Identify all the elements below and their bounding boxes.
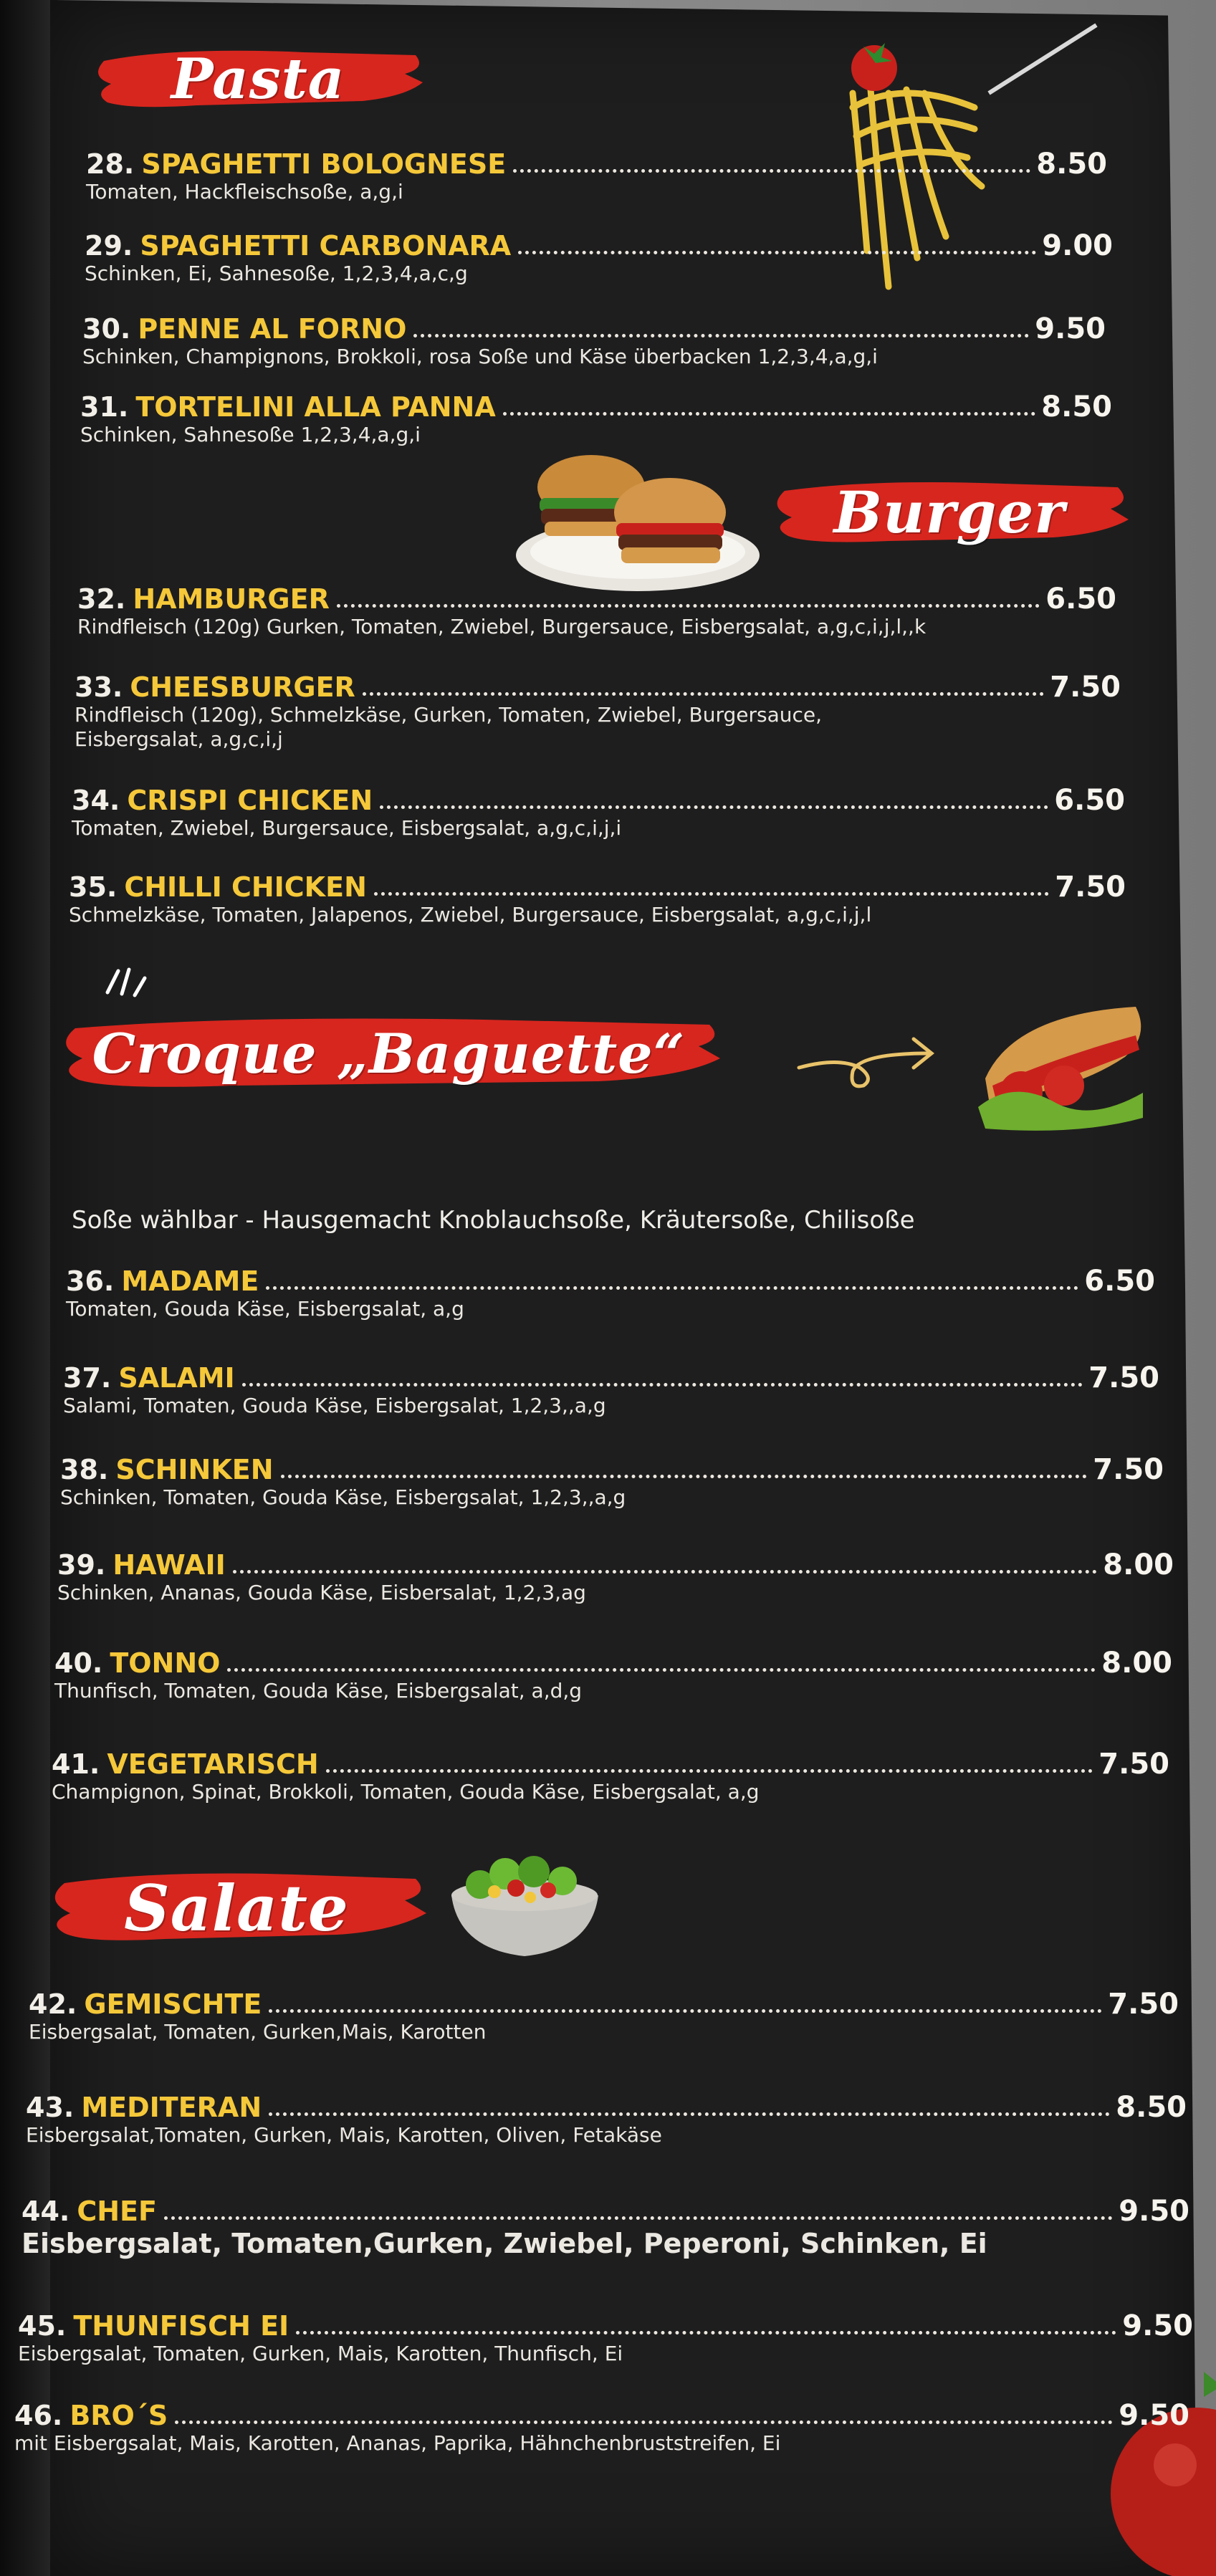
item-price: 8.00 [1101, 1647, 1172, 1680]
menu-item-32 [77, 584, 1116, 638]
leader-dots [281, 1475, 1088, 1478]
section-banner-burger [767, 473, 1132, 552]
item-price: 6.50 [1084, 1265, 1155, 1298]
item-number: 34. [72, 785, 120, 816]
item-number: 44. [21, 2196, 70, 2227]
leader-dots [518, 251, 1036, 254]
menu-item-39 [57, 1550, 1174, 1604]
item-description-line2: Eisbergsalat, a,g,c,i,j [75, 727, 283, 751]
burger-plate-image [512, 444, 763, 595]
leader-dots [413, 334, 1029, 337]
item-name: MEDITERAN [81, 2092, 262, 2123]
item-number: 29. [85, 230, 133, 262]
section-title-burger: Burger [833, 479, 1066, 546]
item-description: Schinken, Tomaten, Gouda Käse, Eisbergsalat, 1,2,3,,a,g [60, 1485, 626, 1509]
menu-item-28 [86, 149, 1107, 204]
item-description: Schinken, Sahnesoße 1,2,3,4,a,g,i [80, 423, 421, 446]
menu-item-29 [85, 231, 1113, 285]
tomato-image [1096, 2343, 1216, 2576]
item-number: 32. [77, 583, 126, 615]
item-name: CHEF [77, 2196, 157, 2227]
menu-item-37 [63, 1363, 1159, 1417]
item-name: TONNO [110, 1647, 221, 1679]
menu-item-36 [66, 1266, 1155, 1321]
item-description: Rindfleisch (120g) Gurken, Tomaten, Zwiebel, Burgersauce, Eisbergsalat, a,g,c,i,j,l,,k [77, 615, 927, 638]
menu-item-40 [54, 1648, 1172, 1703]
menu-item-42 [29, 1989, 1179, 2044]
item-price: 7.50 [1098, 1748, 1169, 1781]
leader-dots [227, 1668, 1096, 1672]
item-number: 46. [14, 2400, 63, 2431]
item-name: GEMISCHTE [84, 1988, 262, 2020]
menu-item-44 [21, 2196, 1189, 2259]
item-number: 35. [69, 871, 118, 903]
leader-dots [242, 1383, 1083, 1387]
menu-item-43 [26, 2092, 1187, 2147]
item-price: 8.50 [1036, 148, 1107, 181]
item-price: 9.50 [1119, 2195, 1189, 2228]
menu-item-34 [72, 785, 1125, 840]
sauce-note: Soße wählbar - Hausgemacht Knoblauchsoße, Kräutersoße, Chilisoße [72, 1206, 915, 1235]
item-price: 9.50 [1119, 2399, 1189, 2432]
item-number: 41. [52, 1748, 100, 1780]
item-description: Salami, Tomaten, Gouda Käse, Eisbergsalat, 1,2,3,,a,g [63, 1394, 606, 1417]
item-name: HAMBURGER [133, 583, 330, 615]
leader-dots [269, 2009, 1102, 2013]
leader-dots [503, 412, 1036, 416]
item-number: 39. [57, 1549, 106, 1581]
section-banner-croque [54, 1007, 724, 1100]
item-name: HAWAII [112, 1549, 226, 1581]
item-name: SCHINKEN [115, 1454, 274, 1485]
item-name: SALAMI [118, 1362, 235, 1394]
item-price: 7.50 [1108, 1988, 1179, 2021]
item-price: 8.50 [1041, 391, 1112, 423]
item-number: 33. [75, 671, 123, 703]
item-name: VEGETARISCH [107, 1748, 319, 1780]
section-title-croque: Croque „Baguette“ [92, 1021, 686, 1086]
item-name: MADAME [121, 1265, 259, 1297]
item-price: 7.50 [1050, 671, 1121, 704]
leader-dots [164, 2216, 1113, 2220]
item-name: BRO´S [70, 2400, 168, 2431]
item-price: 7.50 [1093, 1453, 1164, 1486]
item-description: Thunfisch, Tomaten, Gouda Käse, Eisbergsalat, a,d,g [54, 1679, 583, 1703]
section-title-pasta: Pasta [171, 46, 345, 112]
item-number: 45. [18, 2310, 67, 2342]
sparkle-doodle-icon [100, 964, 150, 1000]
item-number: 37. [63, 1362, 112, 1394]
leader-dots [266, 1286, 1078, 1290]
leader-dots [175, 2421, 1113, 2424]
item-price: 9.50 [1122, 2309, 1193, 2342]
item-price: 8.00 [1103, 1548, 1174, 1581]
item-name: CHEESBURGER [130, 671, 355, 703]
item-price: 7.50 [1088, 1361, 1159, 1394]
section-banner-salate [43, 1863, 430, 1953]
item-name: SPAGHETTI BOLOGNESE [141, 148, 507, 180]
item-name: SPAGHETTI CARBONARA [140, 230, 512, 262]
item-description: Eisbergsalat, Tomaten, Gurken,Mais, Karotten [29, 2020, 487, 2044]
sandwich-image [971, 992, 1157, 1136]
item-price: 7.50 [1055, 871, 1126, 904]
leader-dots [380, 805, 1048, 809]
menu-item-30 [82, 314, 1106, 368]
item-description: Schinken, Ananas, Gouda Käse, Eisbersalat, 1,2,3,ag [57, 1581, 586, 1604]
item-number: 40. [54, 1647, 103, 1679]
item-number: 28. [86, 148, 135, 180]
item-description: Eisbergsalat, Tomaten,Gurken, Zwiebel, Peperoni, Schinken, Ei [21, 2228, 987, 2259]
leader-dots [326, 1769, 1093, 1773]
item-price: 6.50 [1045, 583, 1116, 616]
leader-dots [337, 604, 1040, 608]
leader-dots [374, 892, 1049, 896]
item-number: 30. [82, 313, 131, 345]
item-number: 43. [26, 2092, 75, 2123]
item-description: Tomaten, Gouda Käse, Eisbergsalat, a,g [66, 1297, 464, 1321]
menu-item-31 [80, 392, 1112, 446]
section-banner-pasta [90, 39, 426, 118]
item-name: THUNFISCH EI [73, 2310, 289, 2342]
item-price: 9.00 [1042, 229, 1113, 262]
menu-fold-shadow [0, 0, 57, 2576]
item-description: Eisbergsalat, Tomaten, Gurken, Mais, Karotten, Thunfisch, Ei [18, 2342, 623, 2365]
item-name: CHILLI CHICKEN [124, 871, 367, 903]
item-price: 8.50 [1116, 2091, 1187, 2124]
leader-dots [363, 692, 1045, 696]
salad-bowl-image [444, 1842, 605, 1963]
item-description: Tomaten, Zwiebel, Burgersauce, Eisbergsalat, a,g,c,i,j,i [72, 816, 622, 840]
menu-item-38 [60, 1455, 1164, 1509]
item-name: PENNE AL FORNO [138, 313, 407, 345]
item-price: 9.50 [1035, 312, 1106, 345]
item-description: Schinken, Ei, Sahnesoße, 1,2,3,4,a,c,g [85, 262, 468, 285]
item-number: 42. [29, 1988, 77, 2020]
arrow-doodle-icon [795, 1028, 939, 1093]
menu-item-45 [18, 2311, 1193, 2365]
item-description: Eisbergsalat,Tomaten, Gurken, Mais, Karotten, Oliven, Fetakäse [26, 2123, 662, 2147]
menu-item-35 [69, 872, 1126, 927]
leader-dots [513, 169, 1030, 173]
item-number: 38. [60, 1454, 109, 1485]
item-price: 6.50 [1054, 784, 1125, 817]
section-title-salate: Salate [124, 1870, 349, 1945]
menu-item-41 [52, 1749, 1169, 1804]
leader-dots [296, 2331, 1116, 2335]
leader-dots [269, 2112, 1110, 2116]
item-description: Schinken, Champignons, Brokkoli, rosa Soße und Käse überbacken 1,2,3,4,a,g,i [82, 345, 878, 368]
leader-dots [233, 1570, 1098, 1574]
item-description: Tomaten, Hackfleischsoße, a,g,i [86, 180, 403, 204]
item-description: Champignon, Spinat, Brokkoli, Tomaten, Gouda Käse, Eisbergsalat, a,g [52, 1780, 760, 1804]
item-description: Schmelzkäse, Tomaten, Jalapenos, Zwiebel, Burgersauce, Eisbergsalat, a,g,c,i,j,l [69, 903, 872, 927]
item-name: CRISPI CHICKEN [127, 785, 373, 816]
item-description: mit Eisbergsalat, Mais, Karotten, Ananas, Paprika, Hähnchenbruststreifen, Ei [14, 2431, 781, 2455]
menu-item-46 [14, 2400, 1189, 2455]
menu-item-33 [75, 672, 1121, 751]
item-number: 36. [66, 1265, 115, 1297]
item-description: Rindfleisch (120g), Schmelzkäse, Gurken, Tomaten, Zwiebel, Burgersauce, [75, 703, 823, 727]
item-name: TORTELINI ALLA PANNA [135, 391, 496, 423]
item-number: 31. [80, 391, 129, 423]
